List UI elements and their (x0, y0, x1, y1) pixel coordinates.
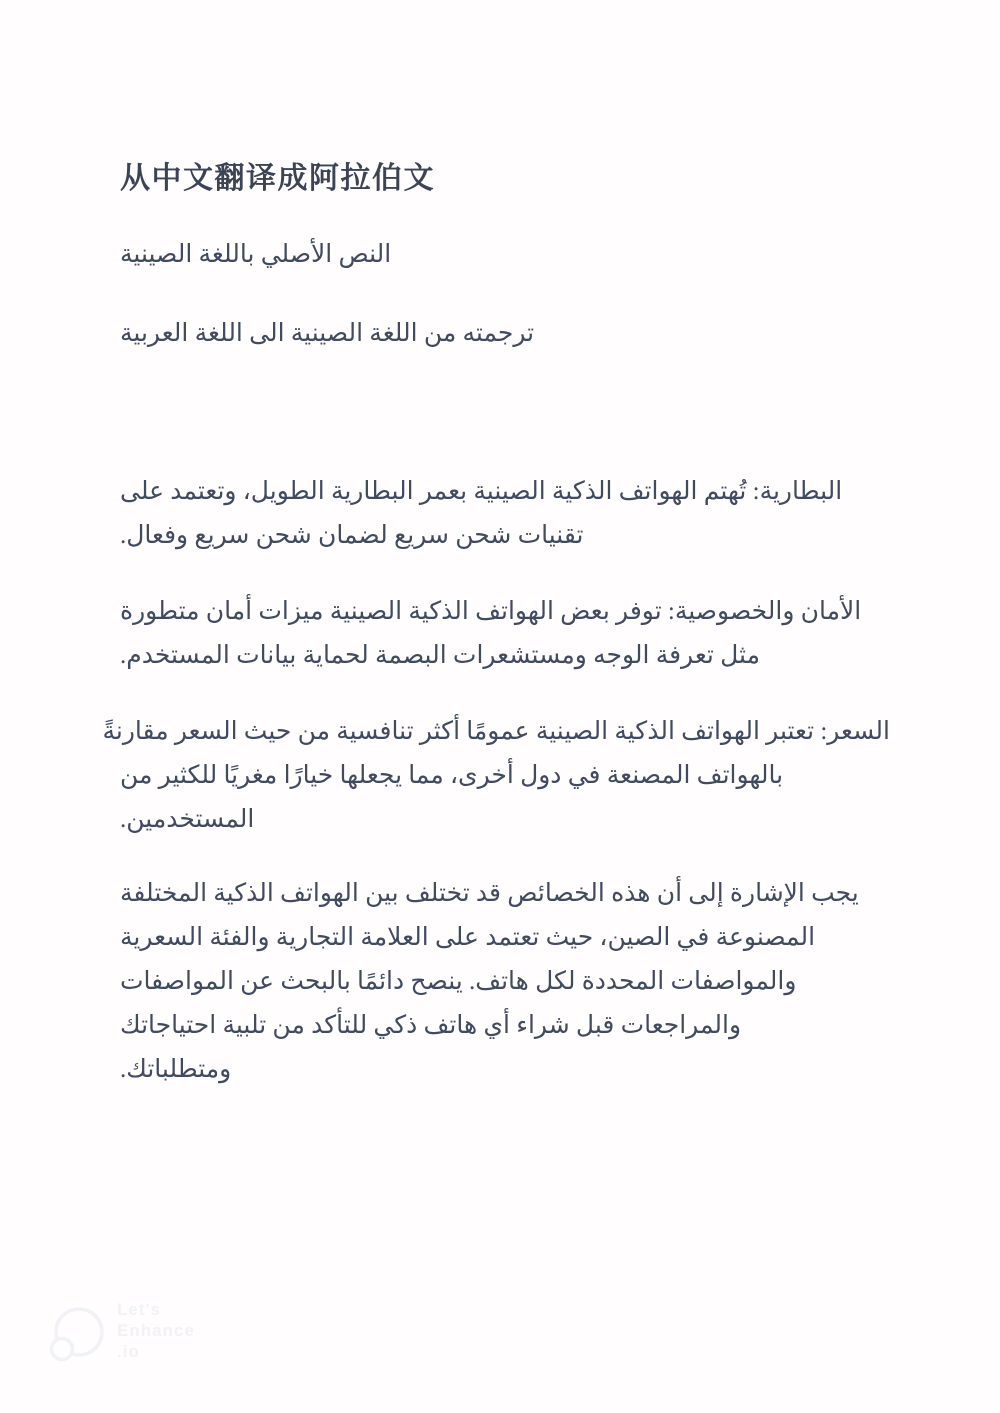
watermark-text (117, 1299, 195, 1362)
text-line: النص الأصلي باللغة الصينية (120, 241, 392, 268)
text-line: السعر: تعتبر الهواتف الذكية الصينية عمومًا أكثر تنافسية من حيث السعر مقارنةً (102, 718, 890, 745)
paragraph-closing-note (120, 872, 890, 1092)
text-line: البطارية: تُهتم الهواتف الذكية الصينية بعمر البطارية الطويل، وتعتمد على (120, 478, 843, 505)
text-line: تقنيات شحن سريع لضمان شحن سريع وفعال. (120, 522, 584, 549)
text-line: بالهواتف المصنعة في دول أخرى، مما يجعلها خيارًا مغريًا للكثير من (120, 762, 784, 789)
lets-enhance-logo-icon (35, 1298, 110, 1373)
watermark-line: Enhance (117, 1321, 195, 1340)
watermark-line: .io (117, 1342, 140, 1361)
paragraph-security-privacy (120, 590, 890, 678)
text-line: يجب الإشارة إلى أن هذه الخصائص قد تختلف بين الهواتف الذكية المختلفة (120, 880, 859, 907)
label-translation (120, 312, 890, 356)
label-original-text (120, 233, 890, 277)
watermark-line: Let's (117, 1300, 161, 1319)
text-line: الأمان والخصوصية: توفر بعض الهواتف الذكية الصينية ميزات أمان متطورة (120, 598, 862, 625)
text-line: ترجمته من اللغة الصينية الى اللغة العربية (120, 320, 535, 347)
text-line: ومتطلباتك. (120, 1056, 232, 1083)
lets-enhance-watermark (35, 1298, 285, 1378)
paragraph-price (102, 710, 890, 842)
text-line: مثل تعرفة الوجه ومستشعرات البصمة لحماية بيانات المستخدم. (120, 642, 760, 669)
paragraph-battery (120, 470, 890, 558)
text-line: المصنوعة في الصين، حيث تعتمد على العلامة التجارية والفئة السعرية (120, 924, 816, 951)
page-title: 从中文翻译成阿拉伯文 (120, 162, 435, 195)
text-line: المستخدمين. (120, 806, 255, 833)
text-line: والمواصفات المحددة لكل هاتف. ينصح دائمًا بالبحث عن المواصفات (120, 968, 797, 995)
text-line: والمراجعات قبل شراء أي هاتف ذكي للتأكد من تلبية احتياجاتك (120, 1012, 742, 1039)
